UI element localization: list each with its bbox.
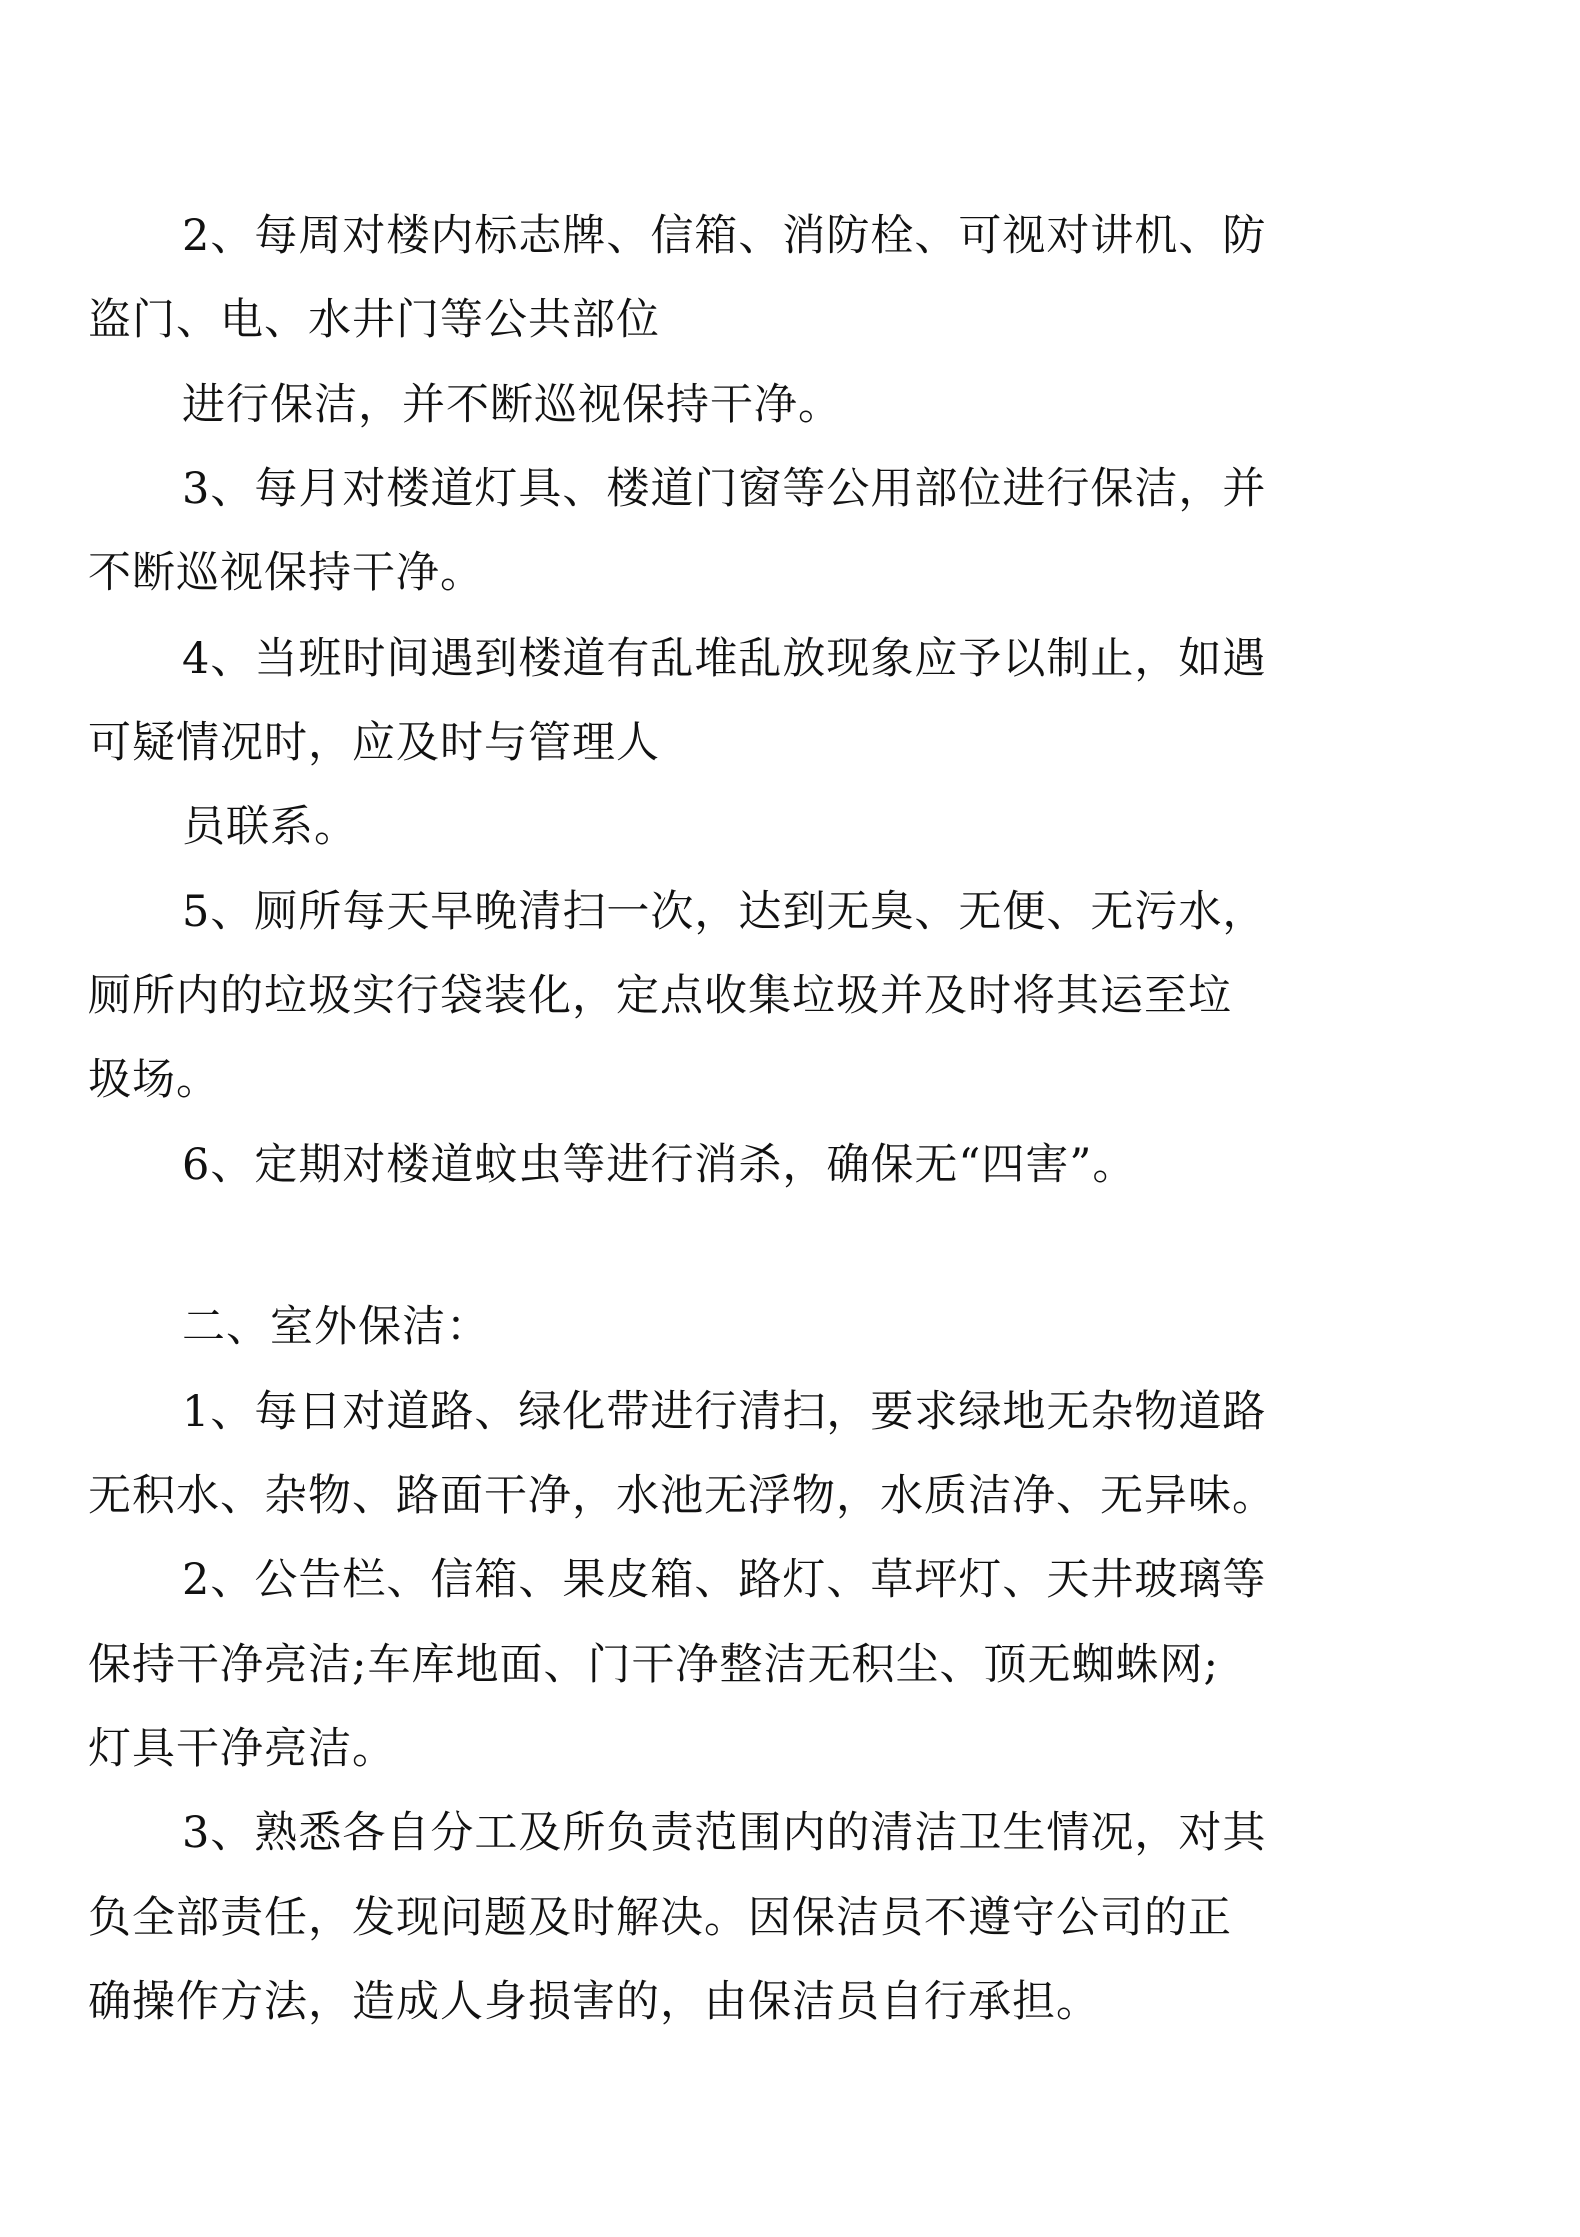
- text-line: 圾场。: [88, 1055, 220, 1105]
- text-line: 进行保洁，并不断巡视保持干净。: [182, 380, 842, 430]
- text-line: 3、熟悉各自分工及所负责范围内的清洁卫生情况，对其: [182, 1808, 1267, 1858]
- text-line: 保持干净亮洁;车库地面、门干净整洁无积尘、顶无蜘蛛网;: [88, 1640, 1219, 1690]
- section-heading: 二、室外保洁：: [182, 1302, 490, 1352]
- text-line: 2、每周对楼内标志牌、信箱、消防栓、可视对讲机、防: [182, 211, 1267, 261]
- text-line: 4、当班时间遇到楼道有乱堆乱放现象应予以制止，如遇: [182, 634, 1267, 684]
- text-line: 无积水、杂物、路面干净，水池无浮物，水质洁净、无异味。: [88, 1471, 1276, 1521]
- text-line: 可疑情况时，应及时与管理人: [88, 718, 660, 768]
- text-line: 厕所内的垃圾实行袋装化，定点收集垃圾并及时将其运至垃: [88, 971, 1232, 1021]
- text-line: 确操作方法，造成人身损害的，由保洁员自行承担。: [88, 1977, 1100, 2027]
- text-line: 员联系。: [182, 802, 358, 852]
- text-line: 3、每月对楼道灯具、楼道门窗等公用部位进行保洁，并: [182, 464, 1267, 514]
- text-line: 灯具干净亮洁。: [88, 1724, 396, 1774]
- text-line: 6、定期对楼道蚊虫等进行消杀，确保无“四害”。: [182, 1140, 1137, 1190]
- text-line: 盗门、电、水井门等公共部位: [88, 295, 660, 345]
- text-line: 不断巡视保持干净。: [88, 548, 484, 598]
- text-line: 5、厕所每天早晚清扫一次，达到无臭、无便、无污水，: [182, 887, 1267, 937]
- text-line: 负全部责任，发现问题及时解决。因保洁员不遵守公司的正: [88, 1893, 1232, 1943]
- text-line: 2、公告栏、信箱、果皮箱、路灯、草坪灯、天井玻璃等: [182, 1555, 1267, 1605]
- text-line: 1、每日对道路、绿化带进行清扫，要求绿地无杂物道路: [182, 1387, 1267, 1437]
